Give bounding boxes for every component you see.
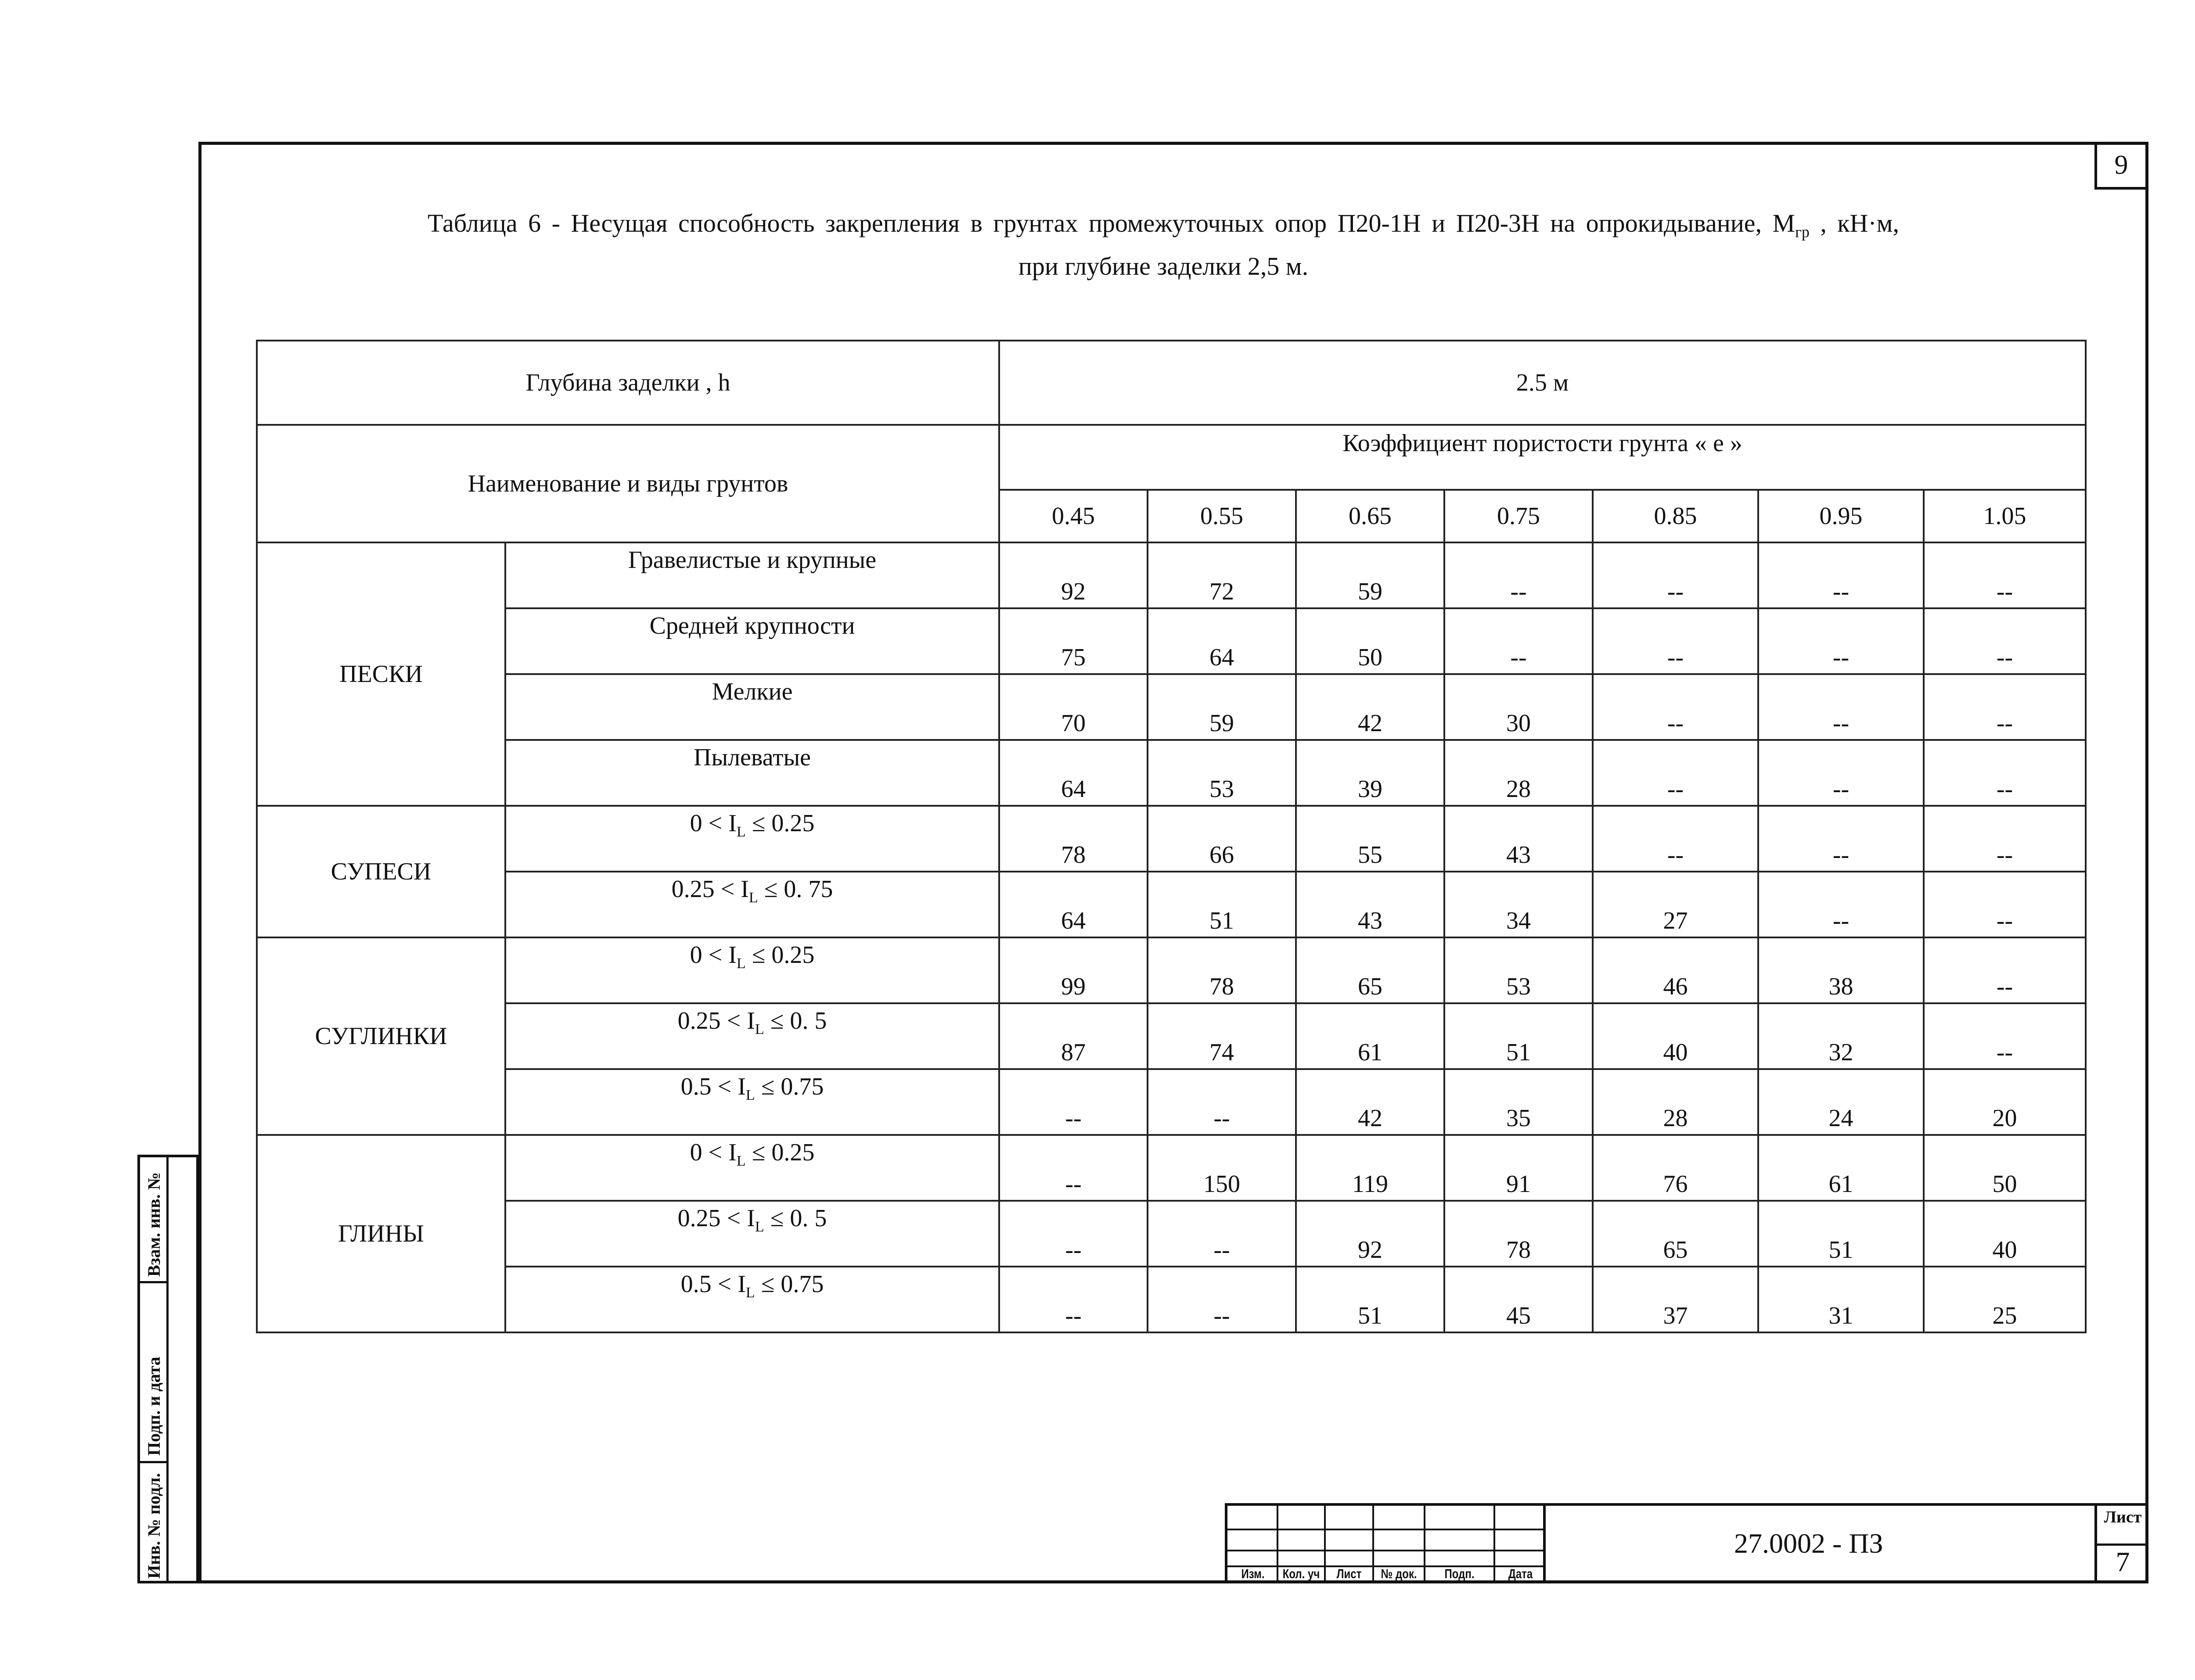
capacity-value: -- bbox=[1593, 608, 1758, 674]
capacity-value: 64 bbox=[999, 872, 1148, 937]
porosity-coef: 0.55 bbox=[1148, 490, 1296, 542]
revision-column-label: Лист bbox=[1336, 1567, 1362, 1581]
table-row bbox=[257, 806, 2086, 872]
table-row bbox=[257, 937, 2086, 1003]
capacity-value: 42 bbox=[1296, 674, 1444, 740]
capacity-value: -- bbox=[1758, 608, 1924, 674]
capacity-value: 61 bbox=[1296, 1003, 1444, 1069]
capacity-value: 66 bbox=[1148, 806, 1296, 872]
soil-subtype-label: $0 < I_L \le 0.25$ bbox=[505, 806, 999, 872]
capacity-value: 43 bbox=[1444, 806, 1593, 872]
capacity-value: 75 bbox=[999, 608, 1148, 674]
porosity-coef: 0.75 bbox=[1444, 490, 1593, 542]
inv-label: Инв. № подл. bbox=[144, 1473, 164, 1579]
capacity-value: 55 bbox=[1296, 806, 1444, 872]
porosity-coef: 0.45 bbox=[999, 490, 1148, 542]
capacity-value: 40 bbox=[1924, 1201, 2086, 1267]
capacity-value: -- bbox=[1148, 1069, 1296, 1135]
capacity-value: 87 bbox=[999, 1003, 1148, 1069]
capacity-value: 25 bbox=[1924, 1267, 2086, 1332]
capacity-value: -- bbox=[1148, 1201, 1296, 1267]
capacity-value: -- bbox=[1758, 872, 1924, 937]
capacity-value: 78 bbox=[1444, 1201, 1593, 1267]
soil-subtype-label: $0.5 < I_L \le 0.75$ bbox=[505, 1267, 999, 1332]
capacity-value: 53 bbox=[1148, 740, 1296, 806]
capacity-value: 74 bbox=[1148, 1003, 1296, 1069]
depth-value: 2.5 м bbox=[999, 341, 2086, 425]
table-row bbox=[257, 1003, 2086, 1069]
sheet-number: 7 bbox=[2097, 1544, 2148, 1583]
capacity-value: 30 bbox=[1444, 674, 1593, 740]
table-body bbox=[257, 542, 2086, 1332]
table-row bbox=[257, 1267, 2086, 1332]
porosity-coef: 0.95 bbox=[1758, 490, 1924, 542]
revision-column-label: Дата bbox=[1508, 1567, 1533, 1581]
soil-subtype-label: $0.25 < I_L \le 0$. 5 bbox=[505, 1003, 999, 1069]
capacity-value: 51 bbox=[1758, 1201, 1924, 1267]
vzam-label: Взам. инв. № bbox=[144, 1172, 164, 1277]
revision-column-label: Подп. bbox=[1444, 1567, 1475, 1581]
capacity-value: 92 bbox=[999, 542, 1148, 608]
capacity-value: -- bbox=[1924, 740, 2086, 806]
capacity-value: 70 bbox=[999, 674, 1148, 740]
capacity-value: -- bbox=[1924, 937, 2086, 1003]
soil-group-name: СУГЛИНКИ bbox=[257, 937, 505, 1135]
capacity-value: 51 bbox=[1148, 872, 1296, 937]
capacity-value: -- bbox=[1148, 1267, 1296, 1332]
capacity-value: 64 bbox=[999, 740, 1148, 806]
capacity-value: 50 bbox=[1924, 1135, 2086, 1201]
capacity-value: -- bbox=[1924, 806, 2086, 872]
capacity-value: 40 bbox=[1593, 1003, 1758, 1069]
capacity-value: -- bbox=[1924, 872, 2086, 937]
table-row bbox=[257, 608, 2086, 674]
capacity-value: 20 bbox=[1924, 1069, 2086, 1135]
soil-subtype-label: $0 < I_L \le 0.25$ bbox=[505, 937, 999, 1003]
capacity-value: -- bbox=[1758, 806, 1924, 872]
caption-line-1: Таблица 6 - Несущая способность закрепления в грунтах промежуточных опор П20-1Н и П20-3Н на опрокидывание, $М_{гр}$ , кН·м, bbox=[428, 209, 1899, 241]
sheet-label: Лист bbox=[2104, 1508, 2142, 1526]
capacity-value: 39 bbox=[1296, 740, 1444, 806]
soil-group-name: СУПЕСИ bbox=[257, 806, 505, 937]
table-row bbox=[257, 1201, 2086, 1267]
table-row bbox=[257, 1135, 2086, 1201]
bearing-capacity-table bbox=[256, 340, 2087, 1333]
depth-label: Глубина заделки , h bbox=[257, 341, 999, 425]
capacity-value: -- bbox=[999, 1069, 1148, 1135]
porosity-coef: 0.65 bbox=[1296, 490, 1444, 542]
capacity-value: 34 bbox=[1444, 872, 1593, 937]
soil-subtype-label: $0 < I_L \le 0.25$ bbox=[505, 1135, 999, 1201]
table-caption bbox=[263, 206, 2063, 284]
capacity-value: 59 bbox=[1148, 674, 1296, 740]
capacity-value: 28 bbox=[1593, 1069, 1758, 1135]
capacity-value: -- bbox=[1444, 542, 1593, 608]
capacity-value: 53 bbox=[1444, 937, 1593, 1003]
capacity-value: -- bbox=[1924, 608, 2086, 674]
caption-line-2: при глубине заделки 2,5 м. bbox=[1018, 251, 1309, 280]
porosity-coef: 0.85 bbox=[1593, 490, 1758, 542]
capacity-value: 78 bbox=[999, 806, 1148, 872]
capacity-value: 51 bbox=[1296, 1267, 1444, 1332]
page-number: 9 bbox=[2094, 144, 2145, 190]
capacity-value: 76 bbox=[1593, 1135, 1758, 1201]
capacity-value: 99 bbox=[999, 937, 1148, 1003]
soil-subtype-label: Мелкие bbox=[505, 674, 999, 740]
capacity-value: 65 bbox=[1296, 937, 1444, 1003]
sheet-box bbox=[2094, 1503, 2148, 1583]
capacity-value: 32 bbox=[1758, 1003, 1924, 1069]
capacity-value: 59 bbox=[1296, 542, 1444, 608]
capacity-value: 92 bbox=[1296, 1201, 1444, 1267]
capacity-value: -- bbox=[1758, 674, 1924, 740]
capacity-value: -- bbox=[1758, 740, 1924, 806]
capacity-value: -- bbox=[1593, 674, 1758, 740]
capacity-value: 51 bbox=[1444, 1003, 1593, 1069]
capacity-value: 45 bbox=[1444, 1267, 1593, 1332]
capacity-value: 31 bbox=[1758, 1267, 1924, 1332]
soil-subtype-label: Пылеватые bbox=[505, 740, 999, 806]
side-stamp bbox=[137, 1155, 199, 1583]
revision-grid bbox=[1227, 1506, 1546, 1583]
document-number: 27.0002 - ПЗ bbox=[1734, 1528, 1883, 1559]
capacity-value: 46 bbox=[1593, 937, 1758, 1003]
soil-subtype-label: Гравелистые и крупные bbox=[505, 542, 999, 608]
table-row bbox=[257, 674, 2086, 740]
soil-group-name: ПЕСКИ bbox=[257, 542, 505, 806]
capacity-value: 42 bbox=[1296, 1069, 1444, 1135]
table-row bbox=[257, 1069, 2086, 1135]
soil-type-header: Наименование и виды грунтов bbox=[257, 425, 999, 542]
capacity-value: 150 bbox=[1148, 1135, 1296, 1201]
capacity-value: -- bbox=[1758, 542, 1924, 608]
porosity-header: Коэффициент пористости грунта « е » bbox=[999, 425, 2086, 490]
capacity-value: 24 bbox=[1758, 1069, 1924, 1135]
capacity-value: 37 bbox=[1593, 1267, 1758, 1332]
capacity-value: 61 bbox=[1758, 1135, 1924, 1201]
soil-subtype-label: $0.25 < I_L \le 0$. 5 bbox=[505, 1201, 999, 1267]
capacity-value: 64 bbox=[1148, 608, 1296, 674]
podp-label: Подп. и дата bbox=[144, 1357, 164, 1456]
capacity-value: 28 bbox=[1444, 740, 1593, 806]
capacity-value: -- bbox=[1593, 806, 1758, 872]
title-block bbox=[1225, 1503, 2148, 1583]
revision-column-label: Кол. уч bbox=[1282, 1567, 1320, 1581]
soil-group-name: ГЛИНЫ bbox=[257, 1135, 505, 1332]
porosity-coef: 1.05 bbox=[1924, 490, 2086, 542]
capacity-value: 119 bbox=[1296, 1135, 1444, 1201]
capacity-value: -- bbox=[999, 1201, 1148, 1267]
revision-column-label: Изм. bbox=[1241, 1567, 1265, 1581]
table-row bbox=[257, 542, 2086, 608]
capacity-value: 27 bbox=[1593, 872, 1758, 937]
capacity-value: 35 bbox=[1444, 1069, 1593, 1135]
capacity-value: -- bbox=[999, 1135, 1148, 1201]
capacity-value: -- bbox=[1444, 608, 1593, 674]
capacity-value: -- bbox=[1593, 542, 1758, 608]
revision-column-label: № док. bbox=[1381, 1567, 1417, 1581]
soil-subtype-label: Средней крупности bbox=[505, 608, 999, 674]
capacity-value: -- bbox=[1593, 740, 1758, 806]
capacity-value: 72 bbox=[1148, 542, 1296, 608]
capacity-value: 65 bbox=[1593, 1201, 1758, 1267]
capacity-value: 38 bbox=[1758, 937, 1924, 1003]
capacity-value: 78 bbox=[1148, 937, 1296, 1003]
capacity-value: 91 bbox=[1444, 1135, 1593, 1201]
capacity-value: -- bbox=[1924, 674, 2086, 740]
table-row bbox=[257, 872, 2086, 937]
soil-subtype-label: $0.5 < I_L \le 0.75$ bbox=[505, 1069, 999, 1135]
capacity-value: -- bbox=[1924, 542, 2086, 608]
capacity-value: 43 bbox=[1296, 872, 1444, 937]
capacity-value: -- bbox=[1924, 1003, 2086, 1069]
soil-subtype-label: $0.25 < I_L \le 0$. 75 bbox=[505, 872, 999, 937]
table-row bbox=[257, 740, 2086, 806]
capacity-value: 50 bbox=[1296, 608, 1444, 674]
capacity-value: -- bbox=[999, 1267, 1148, 1332]
